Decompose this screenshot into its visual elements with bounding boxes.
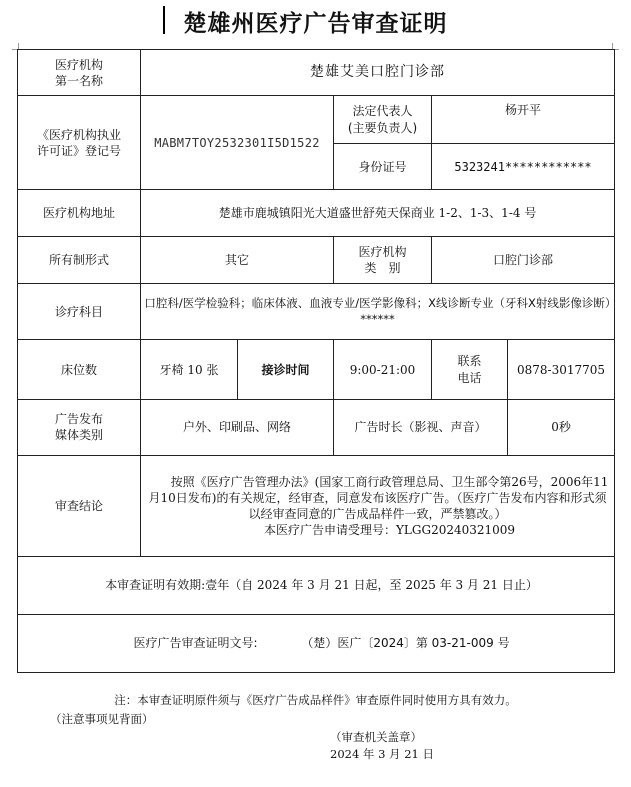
table-row [18, 190, 615, 236]
beds-label: 床位数 [18, 340, 141, 399]
table-row [18, 96, 615, 144]
certificate-table [17, 49, 615, 673]
table-row [18, 399, 615, 455]
ownership-label: 所有制形式 [18, 236, 141, 284]
table-row [18, 557, 615, 614]
table-row [18, 614, 615, 672]
table-row [18, 340, 615, 399]
ownership-value: 其它 [141, 236, 334, 284]
legal-rep-value: 杨开平 [432, 96, 615, 144]
id-card-label: 身份证号 [334, 143, 432, 189]
table-row [18, 455, 615, 556]
license-number: MABM7TOY2532301I5D1522 [141, 96, 334, 190]
address-value: 楚雄市鹿城镇阳光大道盛世舒苑天保商业 1-2、1-3、1-4 号 [141, 190, 615, 236]
address-label: 医疗机构地址 [18, 190, 141, 236]
table-row [18, 284, 615, 340]
cert-number-value: （楚）医广〔2024〕第 03-21-009 号 [301, 636, 510, 651]
text-cursor [163, 6, 165, 34]
departments-value: 口腔科/医学检验科；临床体液、血液专业/医学影像科；X线诊断专业（牙科X射线影像诊断）****** [141, 284, 615, 340]
departments-label: 诊疗科目 [18, 284, 141, 340]
media-value: 户外、印刷品、网络 [141, 399, 334, 455]
id-card-value: 5323241************ [432, 143, 615, 189]
media-label: 广告发布 媒体类别 [18, 399, 141, 455]
duration-label: 广告时长（影视、声音） [334, 399, 508, 455]
application-number: 本医疗广告申请受理号：YLGG20240321009 [264, 523, 516, 538]
cert-number-cell [18, 614, 615, 672]
conclusion-text [141, 455, 615, 556]
issue-date: 2024 年 3 月 21 日 [330, 747, 434, 761]
footer-note-back: （注意事项见背面） [50, 712, 154, 726]
phone-label: 联系 电话 [432, 340, 508, 399]
footer-note: 注：本审查证明原件须与《医疗广告成品样件》审查原件同时使用方具有效力。 [114, 693, 517, 707]
table-row [18, 50, 615, 96]
legal-rep-label: 法定代表人 (主要负责人) [334, 96, 432, 144]
conclusion-body: 按照《医疗广告管理办法》(国家工商行政管理总局、卫生部令第26号，2006年11月10日发布)的有关规定，经审查，同意发布该医疗广告。（医疗广告发布内容和形式须以经审查同意的广告成品样件一致，严禁篡改。） [148, 474, 609, 522]
seal-text: （审查机关盖章） [330, 730, 422, 744]
cert-number-label: 医疗广告审查证明文号: [133, 636, 258, 651]
license-label: 《医疗机构执业 许可证》登记号 [18, 96, 141, 190]
beds-value: 牙椅 10 张 [141, 340, 238, 399]
phone-value: 0878-3017705 [508, 340, 615, 399]
validity-text: 本审查证明有效期:壹年（自 2024 年 3 月 21 日起，至 2025 年 3 月 21 日止） [18, 557, 615, 614]
org-type-value: 口腔门诊部 [432, 236, 615, 284]
hours-value: 9:00-21:00 [334, 340, 432, 399]
table-row [18, 236, 615, 284]
duration-value: 0秒 [508, 399, 615, 455]
org-type-label: 医疗机构 类 别 [334, 236, 432, 284]
hours-label: 接诊时间 [238, 340, 334, 399]
org-name-label: 医疗机构 第一名称 [18, 50, 141, 96]
conclusion-label: 审查结论 [18, 455, 141, 556]
org-name-value: 楚雄艾美口腔门诊部 [141, 50, 615, 96]
document-title: 楚雄州医疗广告审查证明 [183, 10, 448, 37]
